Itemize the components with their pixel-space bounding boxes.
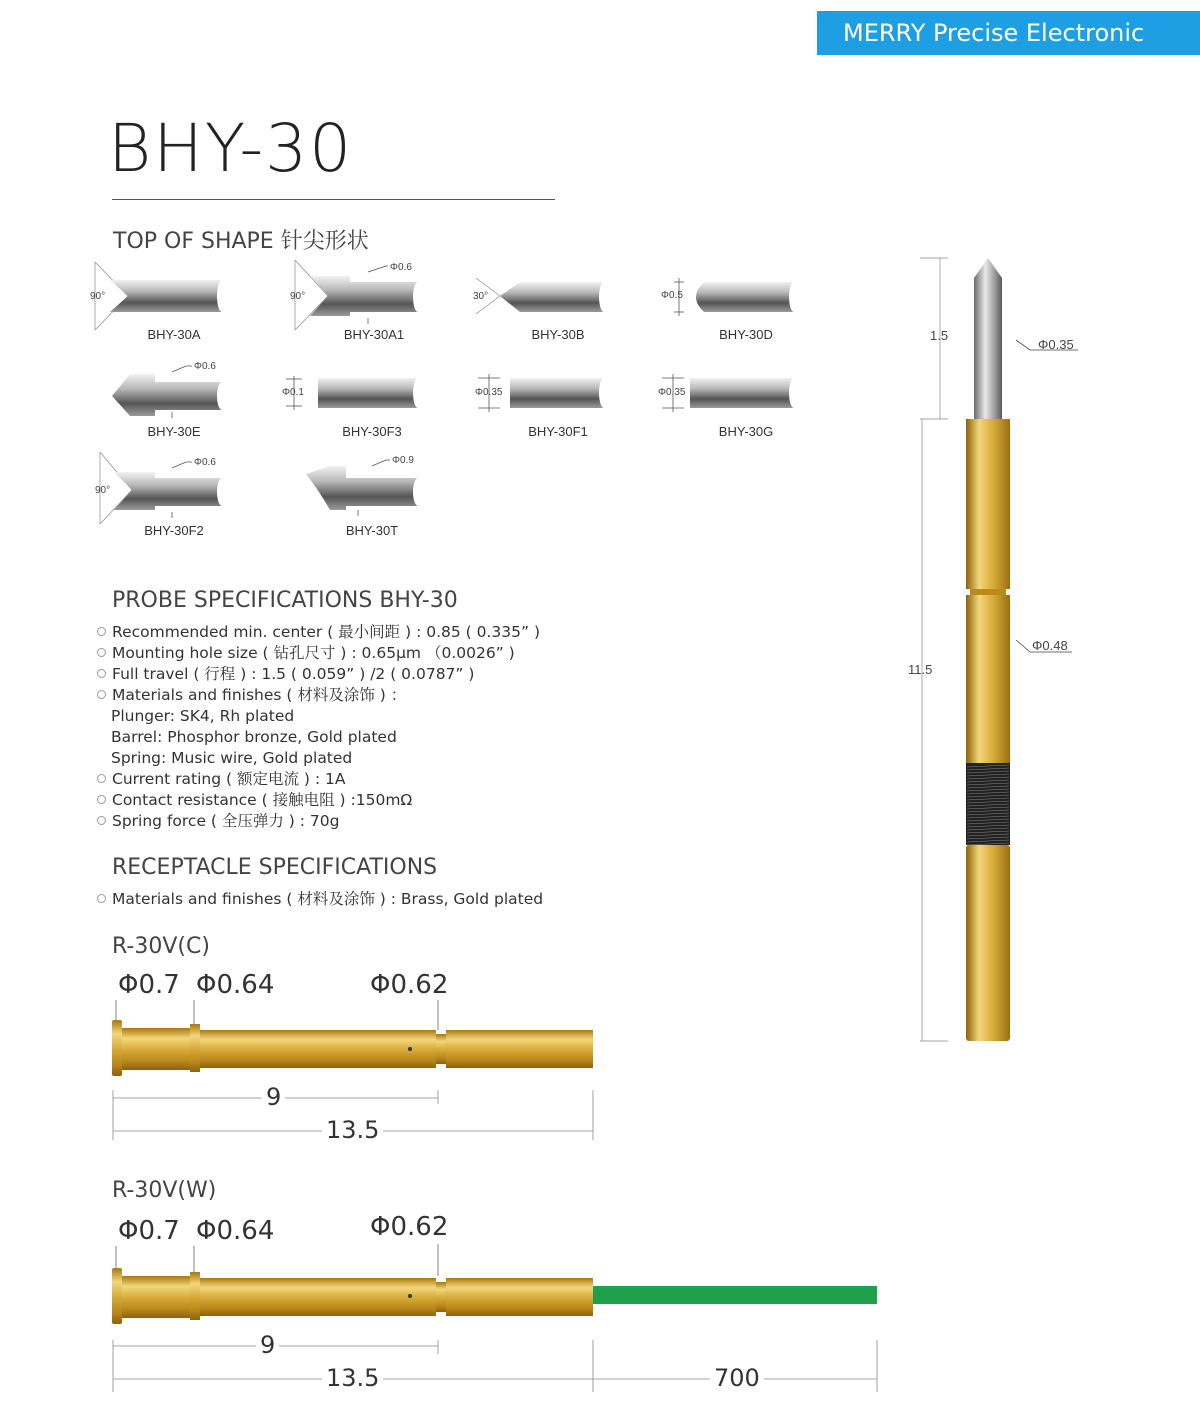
material-item: Spring: Music wire, Gold plated — [111, 749, 353, 767]
tip-label: BHY-30E — [147, 424, 201, 439]
bullet-icon — [97, 690, 106, 699]
r30vc-len2: 13.5 — [322, 1116, 383, 1144]
r30vw-dia1: Φ0.7 — [118, 1216, 180, 1246]
bullet-icon — [97, 648, 106, 657]
wire — [593, 1286, 877, 1304]
r30vw-len2: 13.5 — [322, 1364, 383, 1392]
tip-bhy-30f3 — [286, 376, 423, 410]
probe-total-length: 11.5 — [908, 662, 933, 677]
tip-label: BHY-30T — [345, 523, 399, 538]
receptacle-spec-heading: RECEPTACLE SPECIFICATIONS — [112, 855, 438, 880]
r30vc-len1: 9 — [262, 1083, 285, 1111]
r30vw-dia2: Φ0.64 — [196, 1216, 275, 1246]
r30vw-wire-len: 700 — [710, 1364, 764, 1392]
r30vw-dia3: Φ0.62 — [370, 1212, 449, 1242]
tip-label: BHY-30G — [718, 424, 774, 439]
r30vc-dia1: Φ0.7 — [118, 970, 180, 1000]
spec-item: Full travel ( 行程 ) : 1.5 ( 0.059” ) /2 ( 0.0787” ) — [97, 664, 540, 685]
r30vw-len1: 9 — [256, 1331, 279, 1359]
tip-bhy-30d — [674, 278, 799, 316]
tip-label: BHY-30B — [531, 327, 585, 342]
tip-dim: Φ0.5 — [661, 290, 683, 301]
tip-bhy-30a — [95, 262, 227, 330]
probe-spec-list — [97, 622, 540, 832]
bullet-icon — [97, 774, 106, 783]
tip-label: BHY-30A — [147, 327, 201, 342]
spec-item: Materials and finishes ( 材料及涂饰 ) ： — [97, 685, 540, 706]
bullet-icon — [97, 627, 106, 636]
probe-barrel-dia: Φ0.48 — [1032, 638, 1068, 653]
spec-item: Contact resistance ( 接触电阻 ) :150mΩ — [97, 790, 540, 811]
tip-dim: Φ0.1 — [282, 387, 304, 398]
r30vc-name: R-30V(C) — [112, 934, 210, 959]
tip-dim: Φ0.35 — [475, 387, 503, 398]
bullet-icon — [97, 894, 106, 903]
tip-bhy-30e — [112, 366, 227, 418]
tip-dim: Φ0.6 — [194, 361, 216, 372]
tip-dim: Φ0.6 — [390, 262, 412, 273]
spec-item: Recommended min. center ( 最小间距 ) : 0.85 ( 0.335” ) — [97, 622, 540, 643]
material-item: Plunger: SK4, Rh plated — [111, 707, 295, 725]
bullet-icon — [97, 795, 106, 804]
brand-banner: MERRY Precise Electronic — [817, 11, 1200, 55]
tip-label: BHY-30D — [719, 327, 773, 342]
spec-item: Spring force ( 全压弹力 ) : 70g — [97, 811, 540, 832]
receptacle-spec-list — [97, 889, 543, 910]
tip-label: BHY-30F1 — [528, 424, 588, 439]
tip-dim: Φ0.9 — [392, 455, 414, 466]
tip-label: BHY-30F2 — [144, 523, 204, 538]
bullet-icon — [97, 669, 106, 678]
tip-section-heading: TOP OF SHAPE 针尖形状 — [113, 229, 369, 254]
tip-angle: 90° — [90, 291, 106, 302]
tip-dim: Φ0.35 — [658, 387, 686, 398]
bullet-icon — [97, 816, 106, 825]
probe-spec-heading: PROBE SPECIFICATIONS BHY-30 — [112, 588, 458, 613]
r30vc-dia3: Φ0.62 — [370, 970, 449, 1000]
tip-angle: 90° — [290, 291, 306, 302]
tip-bhy-30b — [476, 278, 609, 314]
tip-dim: Φ0.6 — [194, 457, 216, 468]
material-item: Barrel: Phosphor bronze, Gold plated — [111, 728, 397, 746]
tip-bhy-30t — [306, 460, 423, 516]
spec-item: Current rating ( 额定电流 ) : 1A — [97, 769, 540, 790]
r30vc-dia2: Φ0.64 — [196, 970, 275, 1000]
tip-label: BHY-30F3 — [342, 424, 402, 439]
tip-angle: 30° — [473, 291, 489, 302]
page-title: BHY-30 — [108, 110, 354, 187]
tip-label: BHY-30A1 — [343, 327, 405, 342]
r30vw-name: R-30V(W) — [112, 1178, 217, 1203]
probe-tip-length: 1.5 — [930, 328, 949, 343]
probe-tip-dia: Φ0.35 — [1038, 337, 1074, 352]
tip-angle: 90° — [95, 485, 111, 496]
spec-item: Mounting hole size ( 钻孔尺寸 ) : 0.65μm （0.0026” ) — [97, 643, 540, 664]
spec-item: Materials and finishes ( 材料及涂饰 ) : Brass, Gold plated — [97, 889, 543, 910]
